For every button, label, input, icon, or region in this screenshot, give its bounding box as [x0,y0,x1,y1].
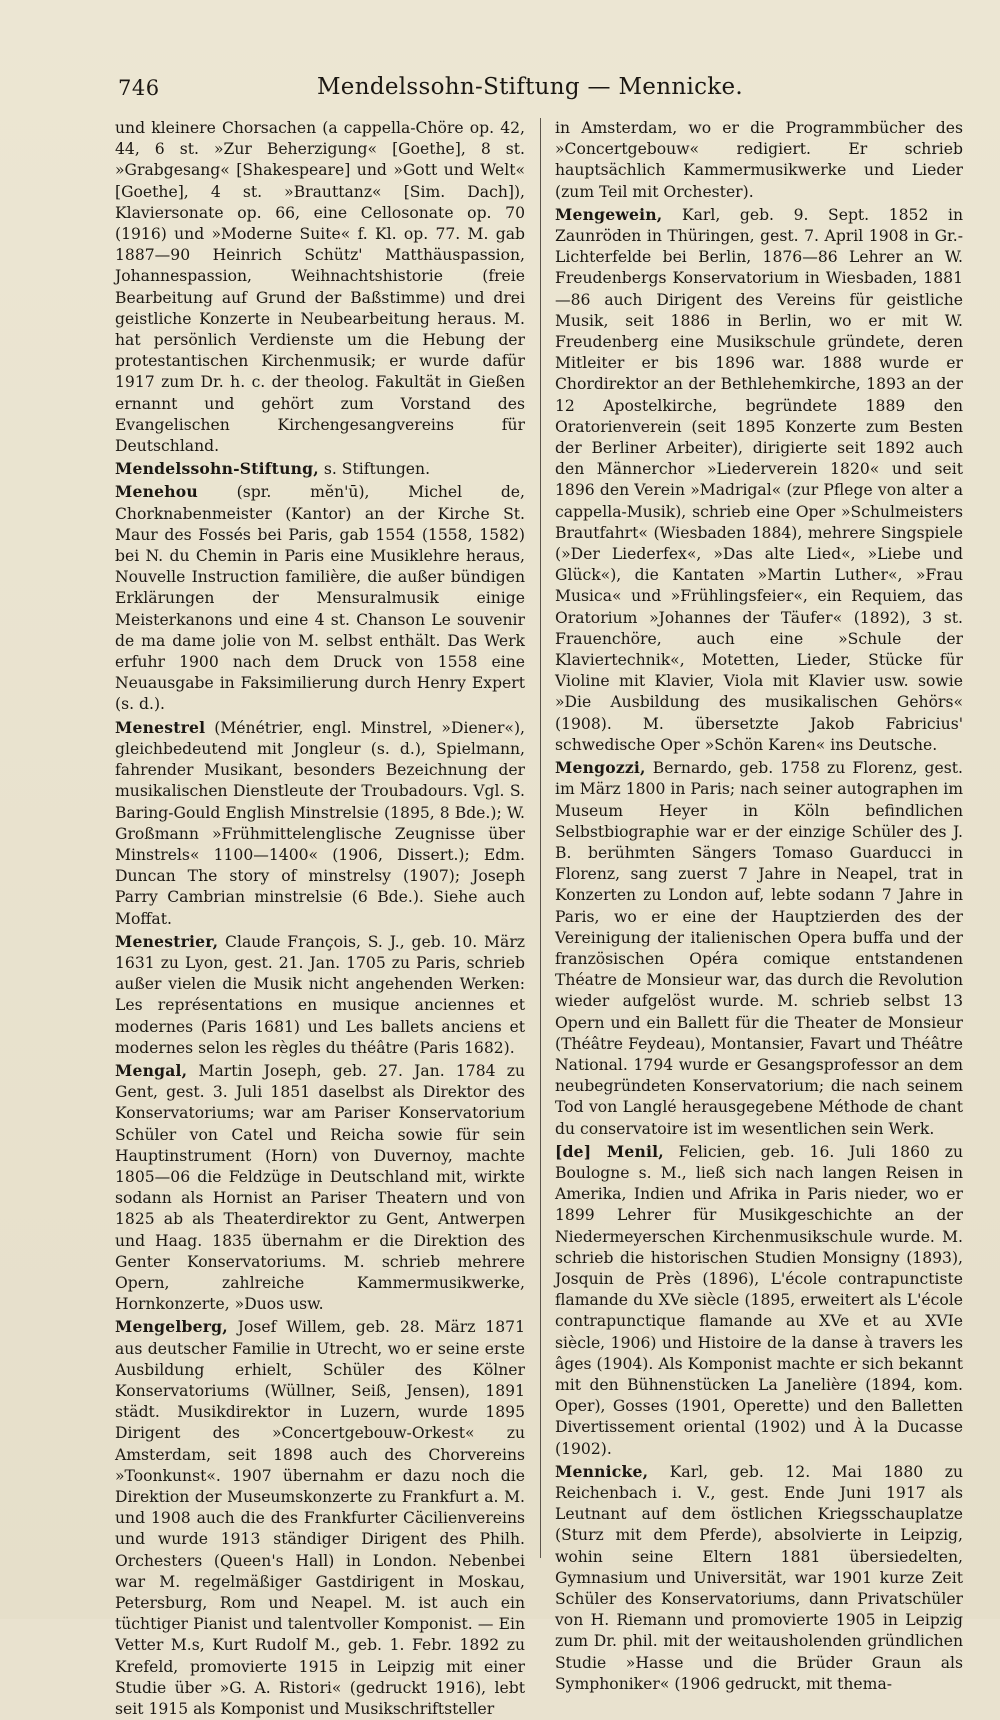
entry-text: Karl, geb. 12. Mai 1880 zu Reichenbach i. V., gest. Ende Juni 1917 als Leutnant auf dem östlichen Kriegsschauplatze (Sturz mit dem Pferde), absolvierte in Leipzig, wohin seine Eltern 1881 übersiedelten, Gymnasium und Universität, war 1901 kurze Zeit Schüler des Konservatoriums, dann Privatschüler von H. Riemann und promovierte 1905 in Leipzig zum Dr. phil. mit der weitausholenden gründlichen Studie »Hasse und die Brüder Graun als Symphoniker« (1906 gedruckt, mit thema- [555,1462,963,1693]
entry-lemma: Menestrier, [115,931,219,951]
entry-continuation [115,118,525,457]
entry-mengewein [555,204,963,756]
entry-text: Karl, geb. 9. Sept. 1852 in Zaunröden in Thüringen, gest. 7. April 1908 in Gr.-Lichterfelde bei Berlin, 1876—86 Lehrer an W. Freudenbergs Konservatorium in Wiesbaden, 1881—86 auch Dirigent des Vereins für geistliche Musik, seit 1886 in Berlin, wo er mit W. Freudenberg eine Musikschule gründete, deren Mitleiter er bis 1896 war. 1888 wurde er Chordirektor an der Bethlehemkirche, 1893 an der 12 Apostelkirche, begründete 1889 den Oratorienverein (seit 1895 Konzerte zum Besten der Berliner Arbeiter), dirigierte seit 1892 auch den Männerchor »Liederverein 1820« und seit 1896 den Verein »Madrigal« (zur Pflege von alter a cappella-Musik), schrieb eine Oper »Schulmeisters Brautfahrt« (Wiesbaden 1884), mehrere Singspiele (»Der Liederfex«, »Das alte Lied«, »Liebe und Glück«), die Kantaten »Martin Luther«, »Frau Musica« und »Frühlingsfeier«, ein Requiem, das Oratorium »Johannes der Täufer« (1892), 3 st. Frauenchöre, auch eine »Schule der Klaviertechnik«, Motetten, Lieder, Stücke für Violine mit Klavier, Viola mit Klavier usw. sowie »Die Ausbildung des musikalischen Gehörs« (1908). M. übersetzte Jakob Fabricius' schwedische Oper »Schön Karen« ins Deutsche. [555,205,963,754]
entry-lemma: Mengelberg, [115,1317,228,1337]
entry-text: Martin Joseph, geb. 27. Jan. 1784 zu Gent, gest. 3. Juli 1851 daselbst als Direktor des Konservatoriums; war am Pariser Konservatorium Schüler von Catel und Reicha sowie für sein Hauptinstrument (Horn) von Duvernoy, machte 1805—06 die Feldzüge in Deutschland mit, wirkte sodann als Hornist an Pariser Theatern und von 1825 ab als Theaterdirektor zu Gent, Antwerpen und Haag. 1835 übernahm er die Direktion des Genter Konservatoriums. M. schrieb mehrere Opern, zahlreiche Kammermusikwerke, Hornkonzerte, »Duos usw. [115,1061,525,1314]
entry-text: und kleinere Chorsachen (a cappella-Chöre op. 42, 44, 6 st. »Zur Beherzigung« [Goethe], 8 st. »Grabgesang« [Shakespeare] und »Gott und Welt« [Goethe], 4 st. »Brauttanz« [Sim. Dach]), Klaviersonate op. 66, eine Cellosonate op. 70 (1916) und »Moderne Suite« f. Kl. op. 77. M. gab 1887—90 Heinrich Schütz' Matthäuspassion, Johannespassion, Weihnachtshistorie (freie Bearbeitung auf Grund der Baßstimme) und drei geistliche Konzerte in Neubearbeitung heraus. M. hat persönlich Verdienste um die Hebung der protestantischen Kirchenmusik; er wurde dafür 1917 zum Dr. h. c. der theolog. Fakultät in Gießen ernannt und gehört zum Vorstand des Evangelischen Kirchengesangvereins für Deutschland. [115,119,525,456]
entry-text: in Amsterdam, wo er die Programmbücher des »Concertgebouw« redigiert. Er schrieb hauptsächlich Kammermusikwerke und Lieder (zum Teil mit Orchester). [555,119,963,201]
entry-text: (spr. mĕn'ū), Michel de, Chorknabenmeister (Kantor) an der Kirche St. Maur des Fossés bei Paris, gab 1554 (1558, 1582) bei N. du Chemin in Paris eine Musiklehre heraus, Nouvelle Instruction familière, die außer bündigen Erklärungen der Mensuralmusik einige Meisterkanons und eine 4 st. Chanson Le souvenir de ma dame jolie von M. selbst enthält. Das Werk erfuhr 1900 nach dem Druck von 1558 eine Neuausgabe in Faksimilierung durch Henry Expert (s. d.). [115,483,525,714]
page-number: 746 [118,76,160,100]
running-title: Mendelssohn-Stiftung — Mennicke. [316,74,744,100]
entry-lemma: Mengal, [115,1060,188,1080]
entry-menehou [115,481,525,715]
entry-continuation [555,118,963,203]
entry-lemma: [de] Menil, [555,1141,664,1161]
entry-mendelssohn-stiftung [115,458,525,480]
left-column [115,118,525,1719]
entry-lemma: Menehou [115,482,198,502]
entry-mengozzi [555,757,963,1140]
entry-text: Claude François, S. J., geb. 10. März 1631 zu Lyon, gest. 21. Jan. 1705 zu Paris, schrieb außer vielen die Musik nicht angehenden Werken: Les représentations en musique anciennes et modernes (Paris 1681) und Les ballets anciens et modernes selon les règles du théâtre (Paris 1682). [115,932,525,1057]
entry-mengelberg [115,1316,525,1720]
entry-lemma: Mengewein, [555,204,663,224]
entry-lemma: Mennicke, [555,1461,649,1481]
entry-text: Josef Willem, geb. 28. März 1871 aus deutscher Familie in Utrecht, wo er seine erste Ausbildung erhielt, Schüler des Kölner Konservatoriums (Wüllner, Seiß, Jensen), 1891 städt. Musikdirektor in Luzern, wurde 1895 Dirigent des »Concertgebouw-Orkest« zu Amsterdam, seit 1898 auch des Chorvereins »Toonkunst«. 1907 übernahm er dazu noch die Direktion der Museumskonzerte zu Frankfurt a. M. und 1908 auch die des Frankfurter Cäcilienvereins und wurde 1913 ständiger Dirigent des Philh. Orchesters (Queen's Hall) in London. Nebenbei war M. regelmäßiger Gastdirigent in Moskau, Petersburg, Rom und Neapel. M. ist auch ein tüchtiger Pianist und talentvoller Komponist. — Ein Vetter M.s, Kurt Rudolf M., geb. 1. Febr. 1892 zu Krefeld, promovierte 1915 in Leipzig mit einer Studie über »G. A. Ristori« (gedruckt 1916), lebt seit 1915 als Komponist und Musikschriftsteller [115,1318,525,1719]
entry-lemma: Menestrel [115,717,206,737]
right-column [555,118,963,1693]
entry-lemma: Mendelssohn-Stiftung, [115,459,319,479]
entry-text: (Ménétrier, engl. Minstrel, »Diener«), gleichbedeutend mit Jongleur (s. d.), Spielmann, fahrender Musikant, besonders Bezeichnung der musikalischen Dienstleute der Troubadours. Vgl. S. Baring-Gould English Minstrelsie (1895, 8 Bde.); W. Großmann »Frühmittelenglische Zeugnisse über Minstrels« 1100—1400« (1906, Dissert.); Edm. Duncan The story of minstrelsy (1907); Joseph Parry Cambrian minstrelsie (6 Bde.). Siehe auch Moffat. [115,718,525,928]
entry-menestrier [115,931,525,1059]
entry-mennicke [555,1461,963,1695]
entry-text: Bernardo, geb. 1758 zu Florenz, gest. im März 1800 in Paris; nach seiner autographen im Museum Heyer in Köln befindlichen Selbstbiographie war er der einzige Schüler des J. B. berühmten Sängers Tomaso Guarducci in Florenz, sang zuerst 7 Jahre in Neapel, trat in Konzerten zu London auf, lebte sodann 7 Jahre in Paris, wo er eine der Hauptzierden des der Vereinigung der italienischen Opera buffa und der französischen Opéra comique entstandenen Théatre de Monsieur war, das durch die Revolution wieder aufgelöst wurde. M. schrieb selbst 13 Opern und ein Ballett für die Theater de Monsieur (Théâtre Feydeau), Montansier, Favart und Théâtre National. 1794 wurde er Gesangsprofessor an dem neubegründeten Konservatorium; die nach seinem Tod von Langlé herausgegebene Méthode de chant du conservatoire ist im wesentlichen sein Werk. [555,759,963,1138]
entry-mengal [115,1060,525,1315]
entry-text: s. Stiftungen. [318,460,431,479]
page-header [100,68,960,108]
entry-lemma: Mengozzi, [555,758,646,778]
entry-text: Felicien, geb. 16. Juli 1860 zu Boulogne s. M., ließ sich nach langen Reisen in Amerika, Indien und Afrika in Paris nieder, wo er 1899 Lehrer für Musikgeschichte an der Niedermeyerschen Kirchenmusikschule wurde. M. schrieb die historischen Studien Monsigny (1893), Josquin de Près (1896), L'école contrapunctiste flamande du XVe siècle (1895, erweitert als L'école contrapunctique flamande au XVe et au XVIe siècle, 1906) und Histoire de la danse à travers les âges (1904). Als Komponist machte er sich bekannt mit den Bühnenstücken La Janelière (1894, kom. Oper), Gosses (1901, Operette) und den Balletten Divertissement oriental (1902) und À la Ducasse (1902). [555,1142,963,1458]
entry-menil [555,1141,963,1460]
entry-menestrel [115,717,525,930]
column-divider [540,118,541,1558]
